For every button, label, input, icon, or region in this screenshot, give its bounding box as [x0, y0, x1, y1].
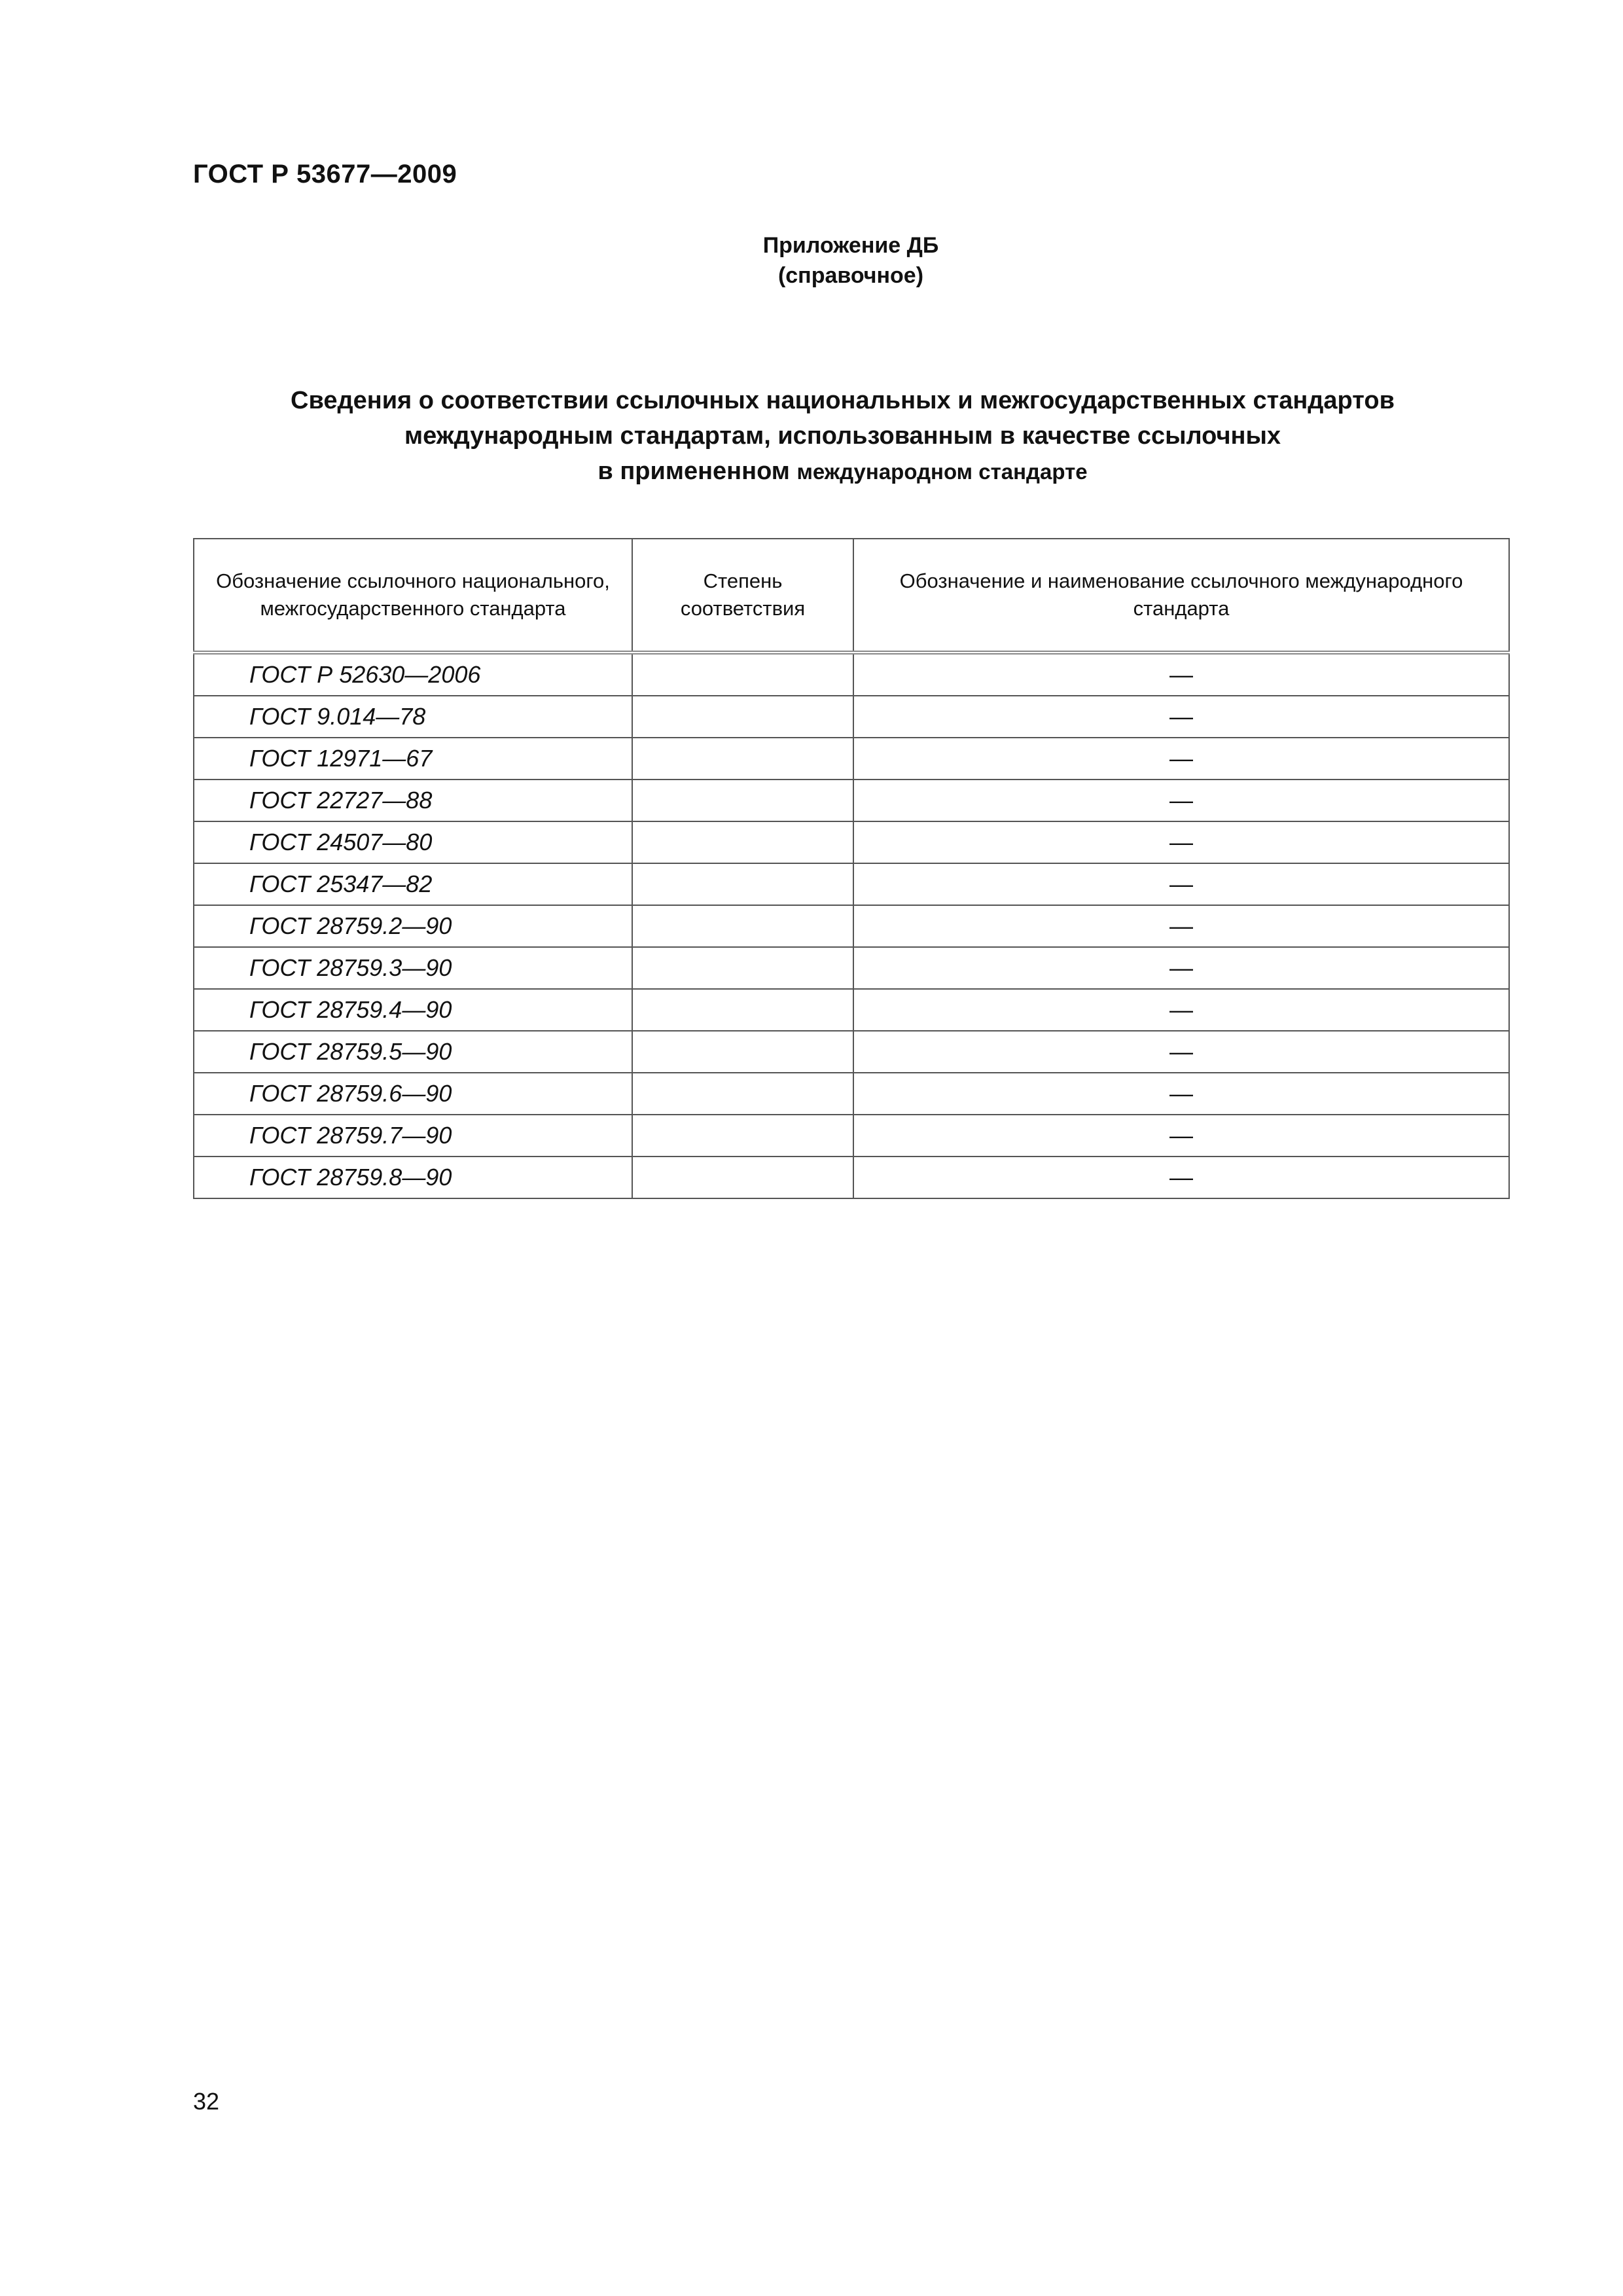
table-row	[194, 1031, 1509, 1073]
cell-degree	[632, 696, 853, 738]
table-row	[194, 947, 1509, 989]
cell-international: —	[853, 696, 1509, 738]
cell-standard: ГОСТ 28759.6—90	[194, 1073, 632, 1115]
table-header-row	[194, 539, 1509, 653]
section-title	[193, 383, 1492, 490]
cell-degree	[632, 780, 853, 821]
document-code: ГОСТ Р 53677—2009	[193, 160, 457, 188]
cell-standard: ГОСТ 28759.2—90	[194, 905, 632, 947]
header-national-standard: Обозначение ссылочного национального, межгосударственного стандарта	[194, 539, 632, 653]
table-row	[194, 1157, 1509, 1198]
cell-standard: ГОСТ 28759.7—90	[194, 1115, 632, 1157]
cell-international: —	[853, 989, 1509, 1031]
cell-degree	[632, 1031, 853, 1073]
appendix-heading	[0, 230, 1623, 291]
appendix-type: (справочное)	[777, 263, 924, 288]
cell-standard: ГОСТ 28759.4—90	[194, 989, 632, 1031]
cell-international: —	[853, 947, 1509, 989]
cell-standard: ГОСТ 25347—82	[194, 863, 632, 905]
title-line-3a: в примененном	[597, 457, 790, 485]
cell-degree	[632, 989, 853, 1031]
cell-standard: ГОСТ 28759.5—90	[194, 1031, 632, 1073]
table-row	[194, 989, 1509, 1031]
reference-standards-table	[193, 538, 1510, 1199]
table-row	[194, 1073, 1509, 1115]
title-line-3	[193, 454, 1492, 490]
cell-degree	[632, 1157, 853, 1198]
table-row	[194, 821, 1509, 863]
cell-degree	[632, 653, 853, 696]
cell-international: —	[853, 863, 1509, 905]
page-number: 32	[193, 2088, 220, 2115]
cell-degree	[632, 905, 853, 947]
title-line-2: международным стандартам, использованным в качестве ссылочных	[404, 422, 1281, 450]
cell-degree	[632, 1073, 853, 1115]
cell-standard: ГОСТ Р 52630—2006	[194, 653, 632, 696]
cell-standard: ГОСТ 22727—88	[194, 780, 632, 821]
table-row	[194, 738, 1509, 780]
cell-degree	[632, 821, 853, 863]
cell-standard: ГОСТ 12971—67	[194, 738, 632, 780]
cell-standard: ГОСТ 24507—80	[194, 821, 632, 863]
cell-international: —	[853, 653, 1509, 696]
cell-degree	[632, 863, 853, 905]
cell-degree	[632, 947, 853, 989]
appendix-label: Приложение ДБ	[762, 233, 939, 258]
cell-international: —	[853, 905, 1509, 947]
table-row	[194, 1115, 1509, 1157]
cell-international: —	[853, 821, 1509, 863]
table-row	[194, 696, 1509, 738]
cell-international: —	[853, 1031, 1509, 1073]
cell-international: —	[853, 1115, 1509, 1157]
table-row	[194, 863, 1509, 905]
table-row	[194, 905, 1509, 947]
cell-international: —	[853, 780, 1509, 821]
cell-international: —	[853, 1157, 1509, 1198]
header-international-standard: Обозначение и наименование ссылочного международного стандарта	[853, 539, 1509, 653]
cell-international: —	[853, 1073, 1509, 1115]
table-row	[194, 780, 1509, 821]
cell-degree	[632, 1115, 853, 1157]
cell-standard: ГОСТ 28759.3—90	[194, 947, 632, 989]
title-line-3b: международном стандарте	[796, 459, 1088, 484]
header-degree: Степень соответствия	[632, 539, 853, 653]
cell-international: —	[853, 738, 1509, 780]
cell-standard: ГОСТ 9.014—78	[194, 696, 632, 738]
cell-degree	[632, 738, 853, 780]
table-row	[194, 653, 1509, 696]
cell-standard: ГОСТ 28759.8—90	[194, 1157, 632, 1198]
title-line-1: Сведения о соответствии ссылочных национальных и межгосударственных стандартов	[291, 387, 1395, 414]
